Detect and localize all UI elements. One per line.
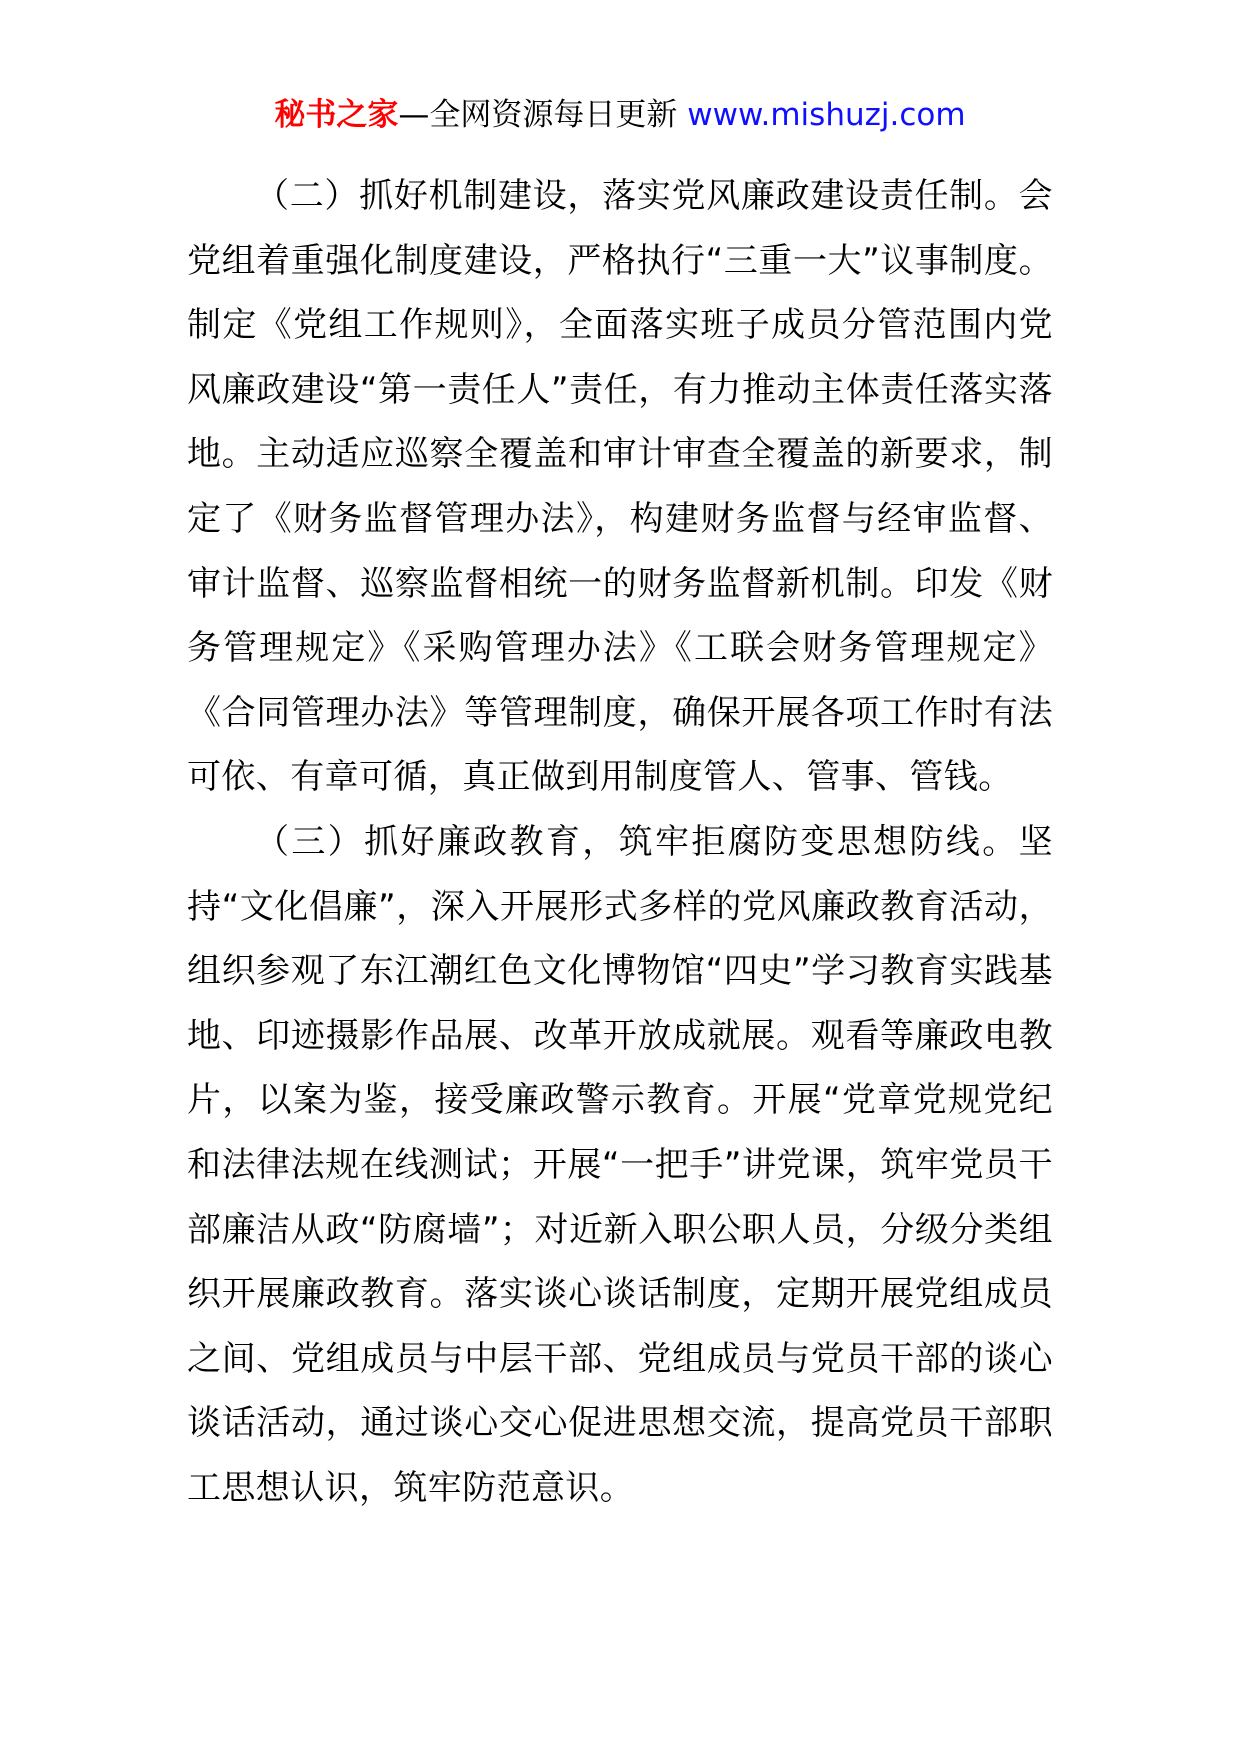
site-tagline: —全网资源每日更新 xyxy=(398,97,688,133)
paragraph-mechanism-building: （二）抓好机制建设，落实党风廉政建设责任制。会党组着重强化制度建设，严格执行“三重一大”议事制度。制定《党组工作规则》，全面落实班子成员分管范围内党风廉政建设“第一责任人”责任，有力推动主体责任落实落地。主动适应巡察全覆盖和审计审查全覆盖的新要求，制定了《财务监督管理办法》，构建财务监督与经审监督、审计监督、巡察监督相统一的财务监督新机制。印发《财务管理规定》《采购管理办法》《工联会财务管理规定》《合同管理办法》等管理制度，确保开展各项工作时有法可依、有章可循，真正做到用制度管人、管事、管钱。 xyxy=(187,176,1053,798)
site-brand: 秘书之家 xyxy=(274,97,399,133)
paragraph-integrity-education: （三）抓好廉政教育，筑牢拒腐防变思想防线。坚持“文化倡廉”，深入开展形式多样的党风廉政教育活动，组织参观了东江潮红色文化博物馆“四史”学习教育实践基地、印迹摄影作品展、改革开放成就展。观看等廉政电教片，以案为鉴，接受廉政警示教育。开展“党章党规党纪和法律法规在线测试；开展“一把手”讲党课，筑牢党员干部廉洁从政“防腐墙”；对近新入职公职人员，分级分类组织开展廉政教育。落实谈心谈话制度，定期开展党组成员之间、党组成员与中层干部、党组成员与党员干部的谈心谈话活动，通过谈心交心促进思想交流，提高党员干部职工思想认识，筑牢防范意识。 xyxy=(187,821,1053,1508)
site-header xyxy=(0,92,1240,138)
site-url-link[interactable]: www.mishuzj.com xyxy=(687,97,966,133)
document-body xyxy=(187,164,1053,1520)
